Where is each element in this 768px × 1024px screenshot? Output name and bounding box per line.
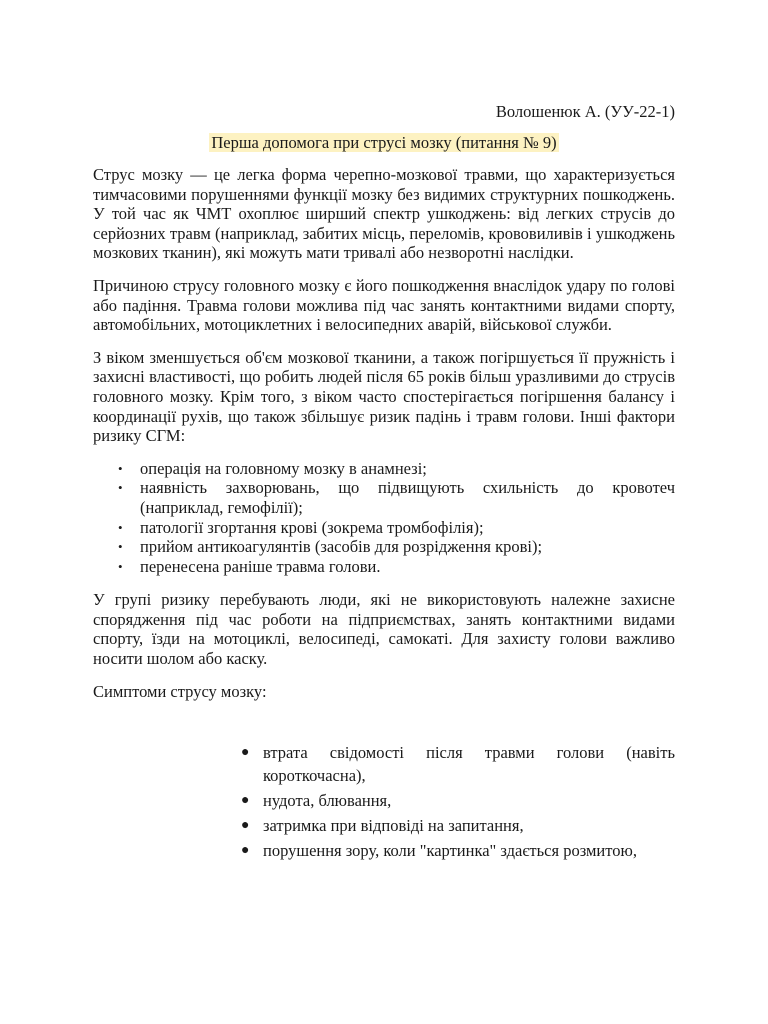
bullet-icon: • <box>118 460 123 476</box>
bullet-icon: ● <box>241 818 250 834</box>
bullet-icon: ● <box>241 745 250 761</box>
bullet-icon: • <box>118 539 123 555</box>
author-line: Волошенюк А. (УУ-22-1) <box>495 102 675 121</box>
list-item-text: патології згортання крові (зокрема тромбофілія); <box>140 517 484 537</box>
list-item <box>241 839 675 862</box>
list-item <box>241 789 675 812</box>
list-item <box>118 458 675 479</box>
list-item-text: наявність захворювань, що підвищують схильність до кровотеч (наприклад, гемофілії); <box>140 478 675 517</box>
title-line <box>93 132 675 154</box>
list-item-text: втрата свідомості після травми голови (навіть короткочасна), <box>263 743 675 786</box>
symptoms-heading: Симптоми струсу мозку: <box>93 681 267 701</box>
list-item-text: перенесена раніше травма голови. <box>140 556 381 576</box>
list-item-text: прийом антикоагулянтів (засобів для розрідження крові); <box>140 537 543 557</box>
list-item-text: порушення зору, коли "картинка" здається розмитою, <box>263 841 637 861</box>
list-item-text: затримка при відповіді на запитання, <box>263 816 524 836</box>
list-item-text: нудота, блювання, <box>263 791 392 811</box>
symptoms-list <box>93 741 675 862</box>
bullet-icon: • <box>118 519 123 535</box>
bullet-icon: ● <box>241 843 250 859</box>
paragraph-definition: Струс мозку — це легка форма черепно-мозкової травми, що характеризується тимчасовими порушеннями функції мозку без видимих структурних пошкоджень. У той час як ЧМТ охоплює ширший спектр ушкоджень: від легких струсів до серйозних травм (наприклад, забитих місць, переломів, крововиливів і ушкоджень мозкових тканин), які можуть мати тривалі або незворотні наслідки. <box>93 165 675 263</box>
document-page <box>93 100 675 864</box>
list-item-text: операція на головному мозку в анамнезі; <box>140 458 427 478</box>
paragraph-risk-group: У групі ризику перебувають люди, які не використовують належне захисне спорядження під час роботи на підприємствах, занять контактними видами спорту, їзди на мотоциклі, велосипеді, самокаті. Для захисту голови важливо носити шолом або каску. <box>93 590 675 669</box>
list-item <box>118 537 675 557</box>
list-item <box>241 814 675 837</box>
document-title: Перша допомога при струсі мозку (питання № 9) <box>211 133 557 152</box>
list-item <box>241 741 675 787</box>
bullet-icon: • <box>118 558 123 574</box>
risk-factors-list <box>93 459 675 577</box>
list-item <box>118 478 675 517</box>
list-item <box>118 517 675 538</box>
paragraph-age-risk: З віком зменшується об'єм мозкової тканини, а також погіршується її пружність і захисні властивості, що робить людей після 65 років більш уразливими до струсів головного мозку. Крім того, з віком часто спостерігається погіршення балансу і координації рухів, що також збільшує ризик падінь і травм голови. Інші фактори ризику СГМ: <box>93 347 675 446</box>
paragraph-causes: Причиною струсу головного мозку є його пошкодження внаслідок удару по голові або падіння. Травма голови можлива під час занять контактними видами спорту, автомобільних, мотоциклетних і велосипедних аварій, військової служби. <box>93 275 675 335</box>
list-item <box>118 556 675 577</box>
bullet-icon: • <box>118 480 123 496</box>
bullet-icon: ● <box>241 793 250 809</box>
